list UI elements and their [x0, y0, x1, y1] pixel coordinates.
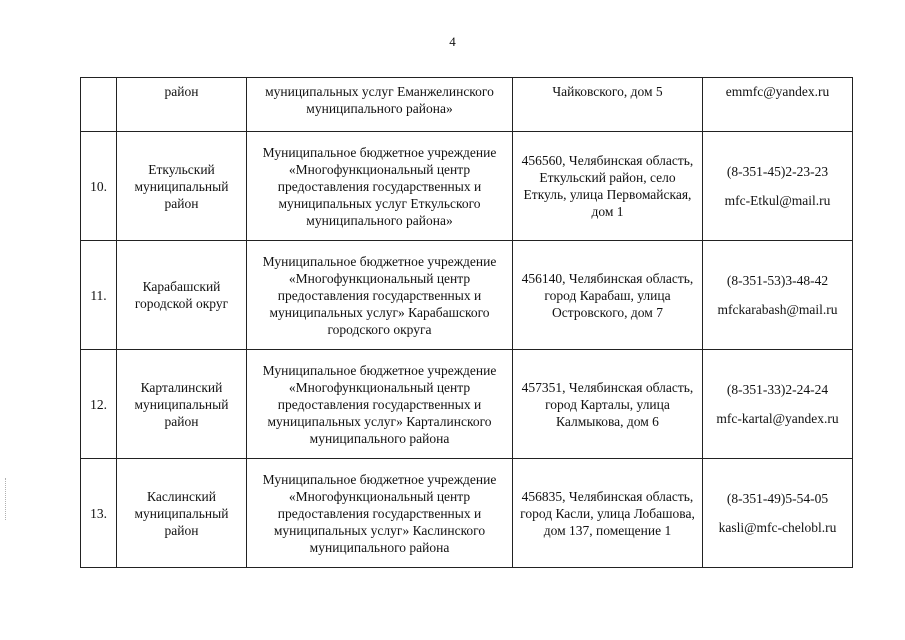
address-cell: 456140, Челябинская область, город Карабаш, улица Островского, дом 7 — [513, 241, 703, 350]
organization-cell: Муниципальное бюджетное учреждение «Многофункциональный центр предоставления государственных и муниципальных услуг Еткульского муниципального района» — [247, 132, 513, 241]
contact-cell — [703, 350, 853, 459]
row-number-cell: 13. — [81, 459, 117, 568]
page-number: 4 — [449, 34, 456, 49]
district-cell: Карабашский городской округ — [117, 241, 247, 350]
address-cell: 456835, Челябинская область, город Касли, улица Лобашова, дом 137, помещение 1 — [513, 459, 703, 568]
row-number-cell: 10. — [81, 132, 117, 241]
table-row — [81, 132, 853, 241]
email-text: kasli@mfc-chelobl.ru — [718, 520, 837, 535]
table-row — [81, 78, 853, 132]
address-cell: 457351, Челябинская область, город Карталы, улица Калмыкова, дом 6 — [513, 350, 703, 459]
email-text: mfc-Etkul@mail.ru — [724, 193, 831, 208]
contact-cell — [703, 132, 853, 241]
contact-cell — [703, 241, 853, 350]
contact-cell — [703, 78, 853, 132]
phone-text: (8-351-49)5-54-05 — [726, 491, 829, 506]
table-row — [81, 241, 853, 350]
organization-cell: Муниципальное бюджетное учреждение «Многофункциональный центр предоставления государственных и муниципальных услуг» Карабашского городского округа — [247, 241, 513, 350]
scan-margin-mark — [5, 478, 7, 520]
email-text: mfckarabash@mail.ru — [717, 302, 838, 317]
district-cell: Еткульский муниципальный район — [117, 132, 247, 241]
table-row — [81, 350, 853, 459]
organization-cell: Муниципальное бюджетное учреждение «Многофункциональный центр предоставления государственных и муниципальных услуг» Каслинского муниципального района — [247, 459, 513, 568]
row-number-cell: 12. — [81, 350, 117, 459]
row-number-cell — [81, 78, 117, 132]
address-cell: Чайковского, дом 5 — [513, 78, 703, 132]
phone-text: (8-351-33)2-24-24 — [726, 382, 829, 397]
organization-cell: муниципальных услуг Еманжелинского муниципального района» — [247, 78, 513, 132]
email-text: emmfc@yandex.ru — [725, 84, 830, 99]
district-cell: район — [117, 78, 247, 132]
table-row — [81, 459, 853, 568]
contact-cell — [703, 459, 853, 568]
address-cell: 456560, Челябинская область, Еткульский район, село Еткуль, улица Первомайская, дом 1 — [513, 132, 703, 241]
district-cell: Карталинский муниципальный район — [117, 350, 247, 459]
district-cell: Каслинский муниципальный район — [117, 459, 247, 568]
email-text: mfc-kartal@yandex.ru — [716, 411, 839, 426]
mfc-registry-table — [80, 77, 853, 568]
organization-cell: Муниципальное бюджетное учреждение «Многофункциональный центр предоставления государственных и муниципальных услуг» Карталинского муниципального района — [247, 350, 513, 459]
phone-text: (8-351-53)3-48-42 — [726, 273, 829, 288]
row-number-cell: 11. — [81, 241, 117, 350]
phone-text: (8-351-45)2-23-23 — [726, 164, 829, 179]
